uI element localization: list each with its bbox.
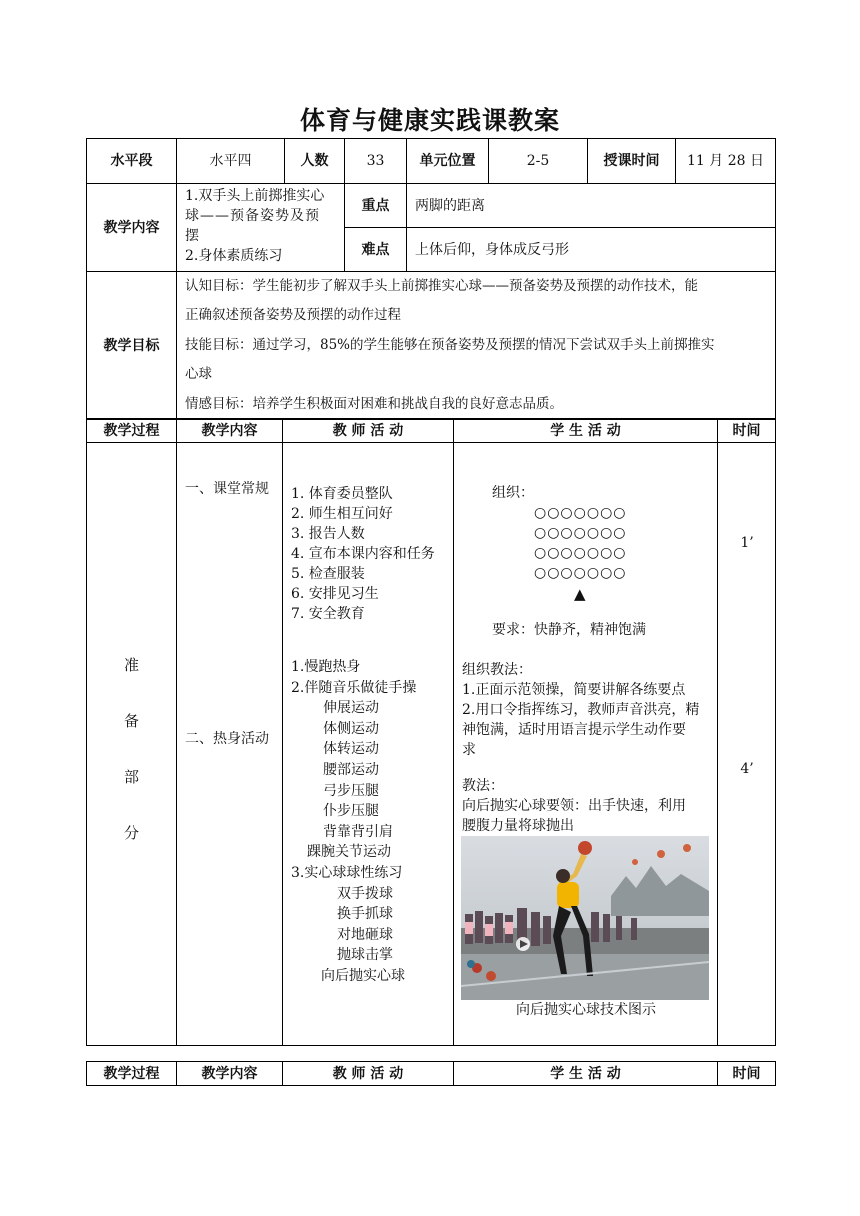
warmup-step: 体转运动 <box>323 741 379 758</box>
process-table <box>86 418 776 1046</box>
unit-label: 单元位置 <box>407 139 489 184</box>
routine-step: 7. 安全教育 <box>291 606 365 622</box>
warmup-step: 伸展运动 <box>323 700 379 717</box>
organization-label: 组织： <box>492 485 534 501</box>
col-process: 教学过程 <box>87 1062 177 1086</box>
content-column <box>177 443 283 1046</box>
warmup-steps <box>291 657 416 987</box>
content-line: 摆 <box>185 228 199 244</box>
col-teacher: 教 师 活 动 <box>283 1062 454 1086</box>
routine-step: 1. 体育委员整队 <box>291 486 393 502</box>
routine-step: 4. 宣布本课内容和任务 <box>291 546 435 562</box>
warmup-step: 抛球击掌 <box>337 947 393 964</box>
method-line: 腰腹力量将球抛出 <box>462 818 574 834</box>
part-label <box>87 443 177 1046</box>
col-student: 学 生 活 动 <box>454 1062 718 1086</box>
count-value: 33 <box>345 139 407 184</box>
formation-row: ○○○○○○○ <box>534 525 627 541</box>
content-label: 教学内容 <box>87 184 177 272</box>
teacher-marker-icon: ▲ <box>573 585 587 603</box>
warmup-step: 向后抛实心球 <box>321 967 405 984</box>
requirement-text: 要求：快静齐，精神饱满 <box>492 622 646 638</box>
unit-value: 2-5 <box>489 139 588 184</box>
routine-step: 3. 报告人数 <box>291 526 365 542</box>
org-method <box>462 660 699 760</box>
content-line: 1.双手头上前掷推实心 <box>185 188 325 204</box>
col-teacher: 教 师 活 动 <box>283 419 454 443</box>
key-value: 两脚的距离 <box>407 184 776 228</box>
goal-line: 技能目标：通过学习，85%的学生能够在预备姿势及预摆的情况下尝试双手头上前掷推实 <box>185 336 715 353</box>
org-method-line: 2.用口令指挥练习，教师声音洪亮，精 <box>462 702 700 718</box>
routine-steps <box>291 484 435 624</box>
warmup-step: 腰部运动 <box>323 761 379 778</box>
goal-line: 心球 <box>185 366 212 383</box>
count-label: 人数 <box>285 139 345 184</box>
method-line: 向后抛实心球要领：出手快速，利用 <box>462 798 686 814</box>
routine-step: 6. 安排见习生 <box>291 586 379 602</box>
warmup-step: 换手抓球 <box>337 906 393 923</box>
process-table-continued <box>86 1061 776 1086</box>
level-value: 水平四 <box>177 139 285 184</box>
difficulty-value: 上体后仰，身体成反弓形 <box>407 228 776 272</box>
part-char: 准 <box>123 656 139 674</box>
goal-line: 情感目标：培养学生积极面对困难和挑战自我的良好意志品质。 <box>185 395 563 412</box>
date-label: 授课时间 <box>588 139 676 184</box>
warmup-step: 仆步压腿 <box>323 803 379 820</box>
org-method-label: 组织教法： <box>462 662 532 678</box>
goal-line: 正确叙述预备姿势及预摆的动作过程 <box>185 307 401 324</box>
org-method-line: 求 <box>462 742 476 758</box>
routine-step: 2. 师生相互问好 <box>291 506 393 522</box>
warmup-step: 对地砸球 <box>337 926 393 943</box>
difficulty-label: 难点 <box>345 228 407 272</box>
content-line: 球——预备姿势及预 <box>185 208 320 224</box>
col-time: 时间 <box>718 419 776 443</box>
part-char: 分 <box>123 824 139 842</box>
warmup-label: 二、热身活动 <box>185 731 269 747</box>
org-method-line: 神饱满，适时用语言提示学生动作要 <box>462 722 686 738</box>
warmup-step: 体侧运动 <box>323 720 379 737</box>
goals-cell <box>177 272 776 420</box>
teacher-column <box>283 443 454 1046</box>
time-column <box>718 443 776 1046</box>
formation-diagram <box>534 503 627 605</box>
warmup-step: 双手拨球 <box>337 885 393 902</box>
org-method-line: 1.正面示范领操，简要讲解各练要点 <box>462 682 686 698</box>
technique-photo-image <box>461 836 709 1000</box>
method-label: 教法： <box>462 778 504 794</box>
col-process: 教学过程 <box>87 419 177 443</box>
key-label: 重点 <box>345 184 407 228</box>
col-content: 教学内容 <box>177 419 283 443</box>
header-table <box>86 138 776 420</box>
part-char: 备 <box>123 712 139 730</box>
part-char: 部 <box>123 768 139 786</box>
student-column <box>454 443 718 1046</box>
formation-row: ○○○○○○○ <box>534 565 627 581</box>
routine-step: 5. 检查服装 <box>291 566 365 582</box>
warmup-step: 踝腕关节运动 <box>307 844 391 861</box>
routine-label: 一、课堂常规 <box>185 481 269 497</box>
warmup-step: 2.伴随音乐做徒手操 <box>291 679 417 696</box>
content-line: 2.身体素质练习 <box>185 248 283 264</box>
goals-label: 教学目标 <box>87 272 177 420</box>
col-time: 时间 <box>718 1062 776 1086</box>
page-title: 体育与健康实践课教案 <box>299 106 560 135</box>
col-content: 教学内容 <box>177 1062 283 1086</box>
warmup-step: 弓步压腿 <box>323 782 379 799</box>
formation-row: ○○○○○○○ <box>534 505 627 521</box>
content-cell <box>177 184 345 272</box>
technique-photo <box>461 836 709 1000</box>
time-routine: 1’ <box>740 535 754 551</box>
warmup-step: 3.实心球球性练习 <box>291 864 403 881</box>
time-warmup: 4’ <box>740 761 754 777</box>
photo-caption: 向后抛实心球技术图示 <box>516 1002 656 1018</box>
level-label: 水平段 <box>87 139 177 184</box>
warmup-step: 1.慢跑热身 <box>291 659 361 675</box>
formation-row: ○○○○○○○ <box>534 545 627 561</box>
goal-line: 认知目标：学生能初步了解双手头上前掷推实心球——预备姿势及预摆的动作技术，能 <box>185 278 698 294</box>
method <box>462 776 686 836</box>
date-value: 11 月 28 日 <box>676 139 776 184</box>
warmup-step: 背靠背引肩 <box>323 823 393 840</box>
col-student: 学 生 活 动 <box>454 419 718 443</box>
